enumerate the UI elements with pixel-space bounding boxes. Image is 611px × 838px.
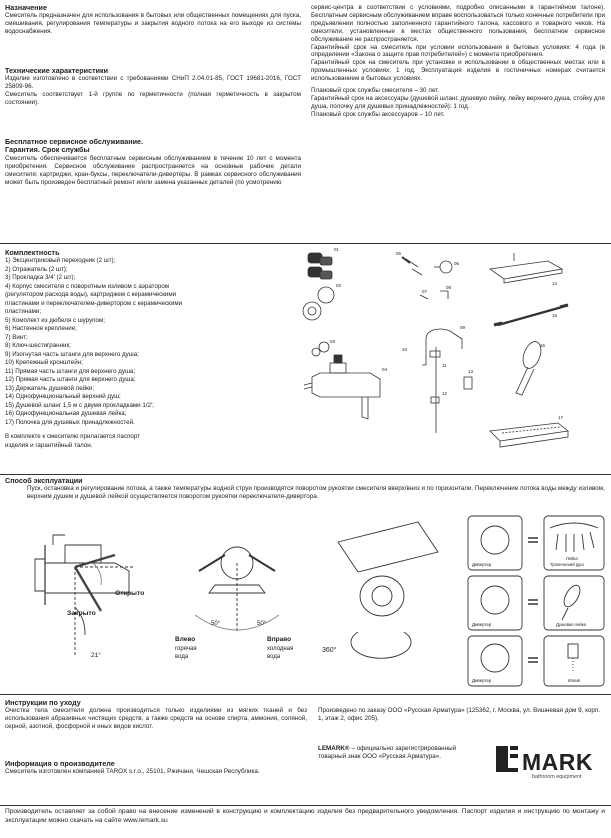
spout-label: Излив bbox=[568, 678, 580, 683]
footer-text: Производитель оставляет за собой право на внесение изменений в конструкцию и комплектацию изделия без предварительного уведомления. Паспорт изделия и инструкцию по монтажу и эксплуатации можно скачать на сайте www.lemark.su bbox=[5, 808, 605, 824]
part-num-17: 17 bbox=[558, 415, 564, 420]
specs-text-1: Изделие изготовлено в соответствии с требованиями СНиП 2.04.01-85, ГОСТ 19681-2016, ГОСТ 25809-96. bbox=[5, 75, 301, 91]
manufacturer-section bbox=[5, 760, 307, 776]
kit-item: 7) Винт; bbox=[5, 333, 28, 341]
accessories-life: Плановый срок службы аксессуаров – 10 лет. bbox=[311, 110, 445, 118]
order-info bbox=[318, 707, 606, 723]
kit-item: 3) Прокладка 3/4' (2 шт); bbox=[5, 274, 76, 282]
order-text: Произведено по заказу ООО «Русская Арматура» (125362, г. Москва, ул. Вишневая дом 9, корп. 1, этаж 2, офис 205). bbox=[318, 707, 601, 722]
part-17-shelf bbox=[490, 423, 568, 447]
kit-item: 4) Корпус смесителя с поворотным изливом с аэратором bbox=[5, 282, 170, 290]
warranty-text-1: сервис-центра в соответствии с условиями, подробно описанными в гарантийном талоне). Бесплатным сервисным обслуживанием вправе воспользоваться только конечные потребители при предъявлении полностью заполненного гарантийного талона, кассового и товарного чеков. На смесители, установленные в местах общественного пользования, бесплатное сервисное обслуживание не распространяется. bbox=[311, 4, 606, 43]
parts-illustration bbox=[290, 247, 608, 469]
part-01-eccentric-adapter bbox=[308, 253, 332, 279]
part-02-reflector bbox=[318, 287, 334, 303]
part-num-07: 07 bbox=[422, 289, 428, 294]
brand-text: – официально зарегистрированный товарный знак ООО «Русская Арматура». bbox=[318, 745, 457, 760]
part-num-08: 08 bbox=[446, 285, 452, 290]
service-life: Плановый срок службы смесителя – 30 лет. bbox=[311, 87, 440, 95]
care-section bbox=[5, 699, 307, 731]
part-07-screw bbox=[420, 295, 428, 299]
kit-item: пластинами; bbox=[5, 308, 42, 316]
kit-section bbox=[5, 249, 295, 450]
part-03-gasket bbox=[319, 342, 329, 352]
part-num-16: 16 bbox=[540, 343, 546, 348]
svg-text:MARK: MARK bbox=[522, 749, 593, 775]
label-right-sub1: холодная bbox=[267, 646, 294, 652]
usage-section bbox=[5, 477, 605, 501]
purpose-title: Назначение bbox=[5, 3, 47, 12]
label-left-sub1: горячая bbox=[175, 646, 197, 652]
kit-item: 8) Ключ-шестигранник; bbox=[5, 342, 71, 350]
divider-4 bbox=[0, 805, 611, 806]
part-05-dowel bbox=[402, 257, 422, 275]
part-num-06: 06 bbox=[454, 261, 460, 266]
warranty-section bbox=[311, 4, 605, 119]
kit-note-2: изделия и гарантийный талон. bbox=[5, 441, 93, 449]
brand-info bbox=[318, 745, 468, 761]
service-subtitle: Гарантия. Срок службы bbox=[5, 145, 90, 155]
purpose-section bbox=[5, 4, 301, 36]
part-14-overhead-shower bbox=[490, 253, 562, 283]
accessories-warranty: Гарантийный срок на аксессуары (душевой шланг, душевую лейку, лейку верхнего душа, стойку для душа, полочку для душевых принадлежностей): 1 год. bbox=[311, 94, 605, 110]
specs-title: Технические характеристики bbox=[5, 66, 109, 75]
specs-section bbox=[5, 67, 301, 107]
kit-item: 11) Прямая часть штанги для верхнего душа; bbox=[5, 367, 136, 375]
kit-item: 16) Однофункциональная душевая лейка; bbox=[5, 410, 127, 418]
kit-item: 12) Прямая часть штанги для верхнего душа; bbox=[5, 376, 136, 384]
divider-3 bbox=[0, 694, 611, 695]
kit-item: 9) Изогнутая часть штанги для верхнего душа; bbox=[5, 350, 139, 358]
label-right: Вправо bbox=[267, 636, 292, 643]
angle-21: 21° bbox=[91, 652, 101, 659]
part-num-13: 13 bbox=[468, 369, 474, 374]
top-shower-label-2: Тропический душ bbox=[550, 562, 584, 567]
angle-50-left: 50° bbox=[211, 621, 221, 627]
kit-list bbox=[5, 257, 295, 427]
care-title: Инструкции по уходу bbox=[5, 698, 81, 707]
part-num-02: 02 bbox=[336, 283, 342, 288]
specs-text-2: Смеситель соответствует 1-й группе по герметичности (полная герметичность в закрытом состоянии). bbox=[5, 91, 301, 107]
warranty-text-2: Гарантийный срок на смеситель при условии использования в бытовых условиях: 4 года (в определении «Закона о защите прав потребителей») с момента приобретения. bbox=[311, 43, 605, 59]
part-num-01: 01 bbox=[334, 247, 340, 252]
part-04-mixer-body bbox=[304, 355, 380, 419]
part-num-03: 03 bbox=[330, 339, 336, 344]
care-text: Очистка тела смесителя должна производиться только изделиями из мягких тканей и без использования абразивных чистящих средств, а также средств на основе спирта, аммония, соляной, серной, азотной, фосфорной и иных видов кислот. bbox=[5, 707, 307, 731]
lever-diagram bbox=[5, 515, 195, 675]
angle-50-right: 50° bbox=[257, 621, 267, 627]
lemark-logo bbox=[496, 744, 604, 780]
angle-360: 360° bbox=[322, 647, 337, 654]
footer bbox=[5, 808, 605, 825]
usage-text: Пуск, остановка и регулирование потока, а также температуры водной струи производятся поворотом рукоятки смесителя вверх/вниз и по горизонтали. Переключение потока воды между изливом, верхним душем и душевой лейкой осуществляется поворотом рукоятки переключателя-дивертора. bbox=[27, 485, 605, 501]
kit-item: 14) Однофункциональный верхний душ; bbox=[5, 393, 121, 401]
diverter-label-2: Дивертер bbox=[472, 622, 492, 627]
kit-item: 2) Отражатель (2 шт); bbox=[5, 265, 68, 273]
part-06-wall-mount bbox=[434, 261, 452, 273]
purpose-text: Смеситель предназначен для использования в бытовых или общественных помещениях для пуска, смешивания, регулирования температуры и закрытия водного потока на его выходе из системы водоснабжения. bbox=[5, 12, 301, 36]
part-08-hex-key bbox=[440, 291, 448, 299]
manufacturer-text: Смеситель изготовлен компанией TAROX s.r.o., 25101, Ржичани, Чешская Республика. bbox=[5, 768, 260, 776]
warranty-text-3: Гарантийный срок на смеситель при установке и использовании в общественных местах или в промышленных условиях: 1 год. Эксплуатация изделия в гостиничных номерах считается использованием в бытовых условиях. bbox=[311, 59, 605, 83]
kit-title: Комплектность bbox=[5, 248, 60, 257]
manufacturer-title: Информация о производителе bbox=[5, 759, 115, 768]
temperature-diagram bbox=[175, 515, 305, 675]
shower-rod bbox=[422, 329, 462, 433]
kit-item: 15) Душевой шланг 1,5 м с двумя прокладками 1/2'; bbox=[5, 401, 154, 409]
kit-item: 6) Настенное крепление; bbox=[5, 325, 77, 333]
part-num-05: 05 bbox=[396, 251, 402, 256]
part-13-holder bbox=[464, 377, 472, 389]
hand-shower-label: Душевая лейка bbox=[556, 622, 587, 627]
part-num-10: 10 bbox=[402, 347, 408, 352]
top-shower-label-1: Лейка bbox=[566, 556, 578, 561]
label-left: Влево bbox=[175, 636, 196, 643]
kit-item: (регулятором расхода воды), картриджем с керамическими bbox=[5, 291, 177, 299]
part-num-09: 09 bbox=[460, 325, 466, 330]
logo-sub: bathroom equipment bbox=[532, 774, 582, 780]
kit-item: 10) Крепежный кронштейн; bbox=[5, 359, 83, 367]
brand-bold: LEMARK® bbox=[318, 745, 350, 752]
service-title: Бесплатное сервисное обслуживание. bbox=[5, 137, 144, 146]
service-section bbox=[5, 138, 301, 186]
divider-1 bbox=[0, 243, 611, 244]
part-num-12: 12 bbox=[442, 391, 448, 396]
kit-item: 17) Полочка для душевых принадлежностей. bbox=[5, 418, 135, 426]
service-text: Смеситель обеспечивается бесплатным сервисным обслуживанием в течение 10 лет с момента приобретения. Сервисное обслуживание распространяется на основные рабочие детали смесителя: картриджи, кран-буксы, переключатели-дивертеры. В рамках сервисного обслуживания может быть произведен бесплатный ремонт и/или замена указанных деталей (по усмотрению bbox=[5, 154, 301, 186]
kit-item: пластинами и переключателем-дивертором с керамическими bbox=[5, 299, 183, 307]
part-num-15: 15 bbox=[552, 313, 558, 318]
diverter-label-3: Дивертер bbox=[472, 678, 492, 683]
kit-item: 13) Держатель душевой лейки; bbox=[5, 384, 95, 392]
divider-2 bbox=[0, 474, 611, 475]
kit-item: 1) Эксцентриковый переходник (2 шт); bbox=[5, 257, 116, 265]
label-closed: Закрыто bbox=[67, 610, 96, 617]
label-right-sub2: вода bbox=[267, 654, 281, 660]
usage-title: Способ эксплуатации bbox=[5, 476, 83, 485]
diverter-label-1: Дивертер bbox=[472, 562, 492, 567]
part-num-04: 04 bbox=[382, 367, 388, 372]
part-num-14: 14 bbox=[552, 281, 558, 286]
part-num-11: 11 bbox=[442, 363, 447, 368]
label-left-sub2: вода bbox=[175, 654, 189, 660]
kit-item: 5) Комплект из дюбеля с шурупом; bbox=[5, 316, 105, 324]
label-open: Открыто bbox=[115, 590, 145, 597]
kit-note-1: В комплекте к смесителю прилагается паспорт bbox=[5, 433, 140, 441]
diverter-diagram bbox=[318, 512, 608, 688]
